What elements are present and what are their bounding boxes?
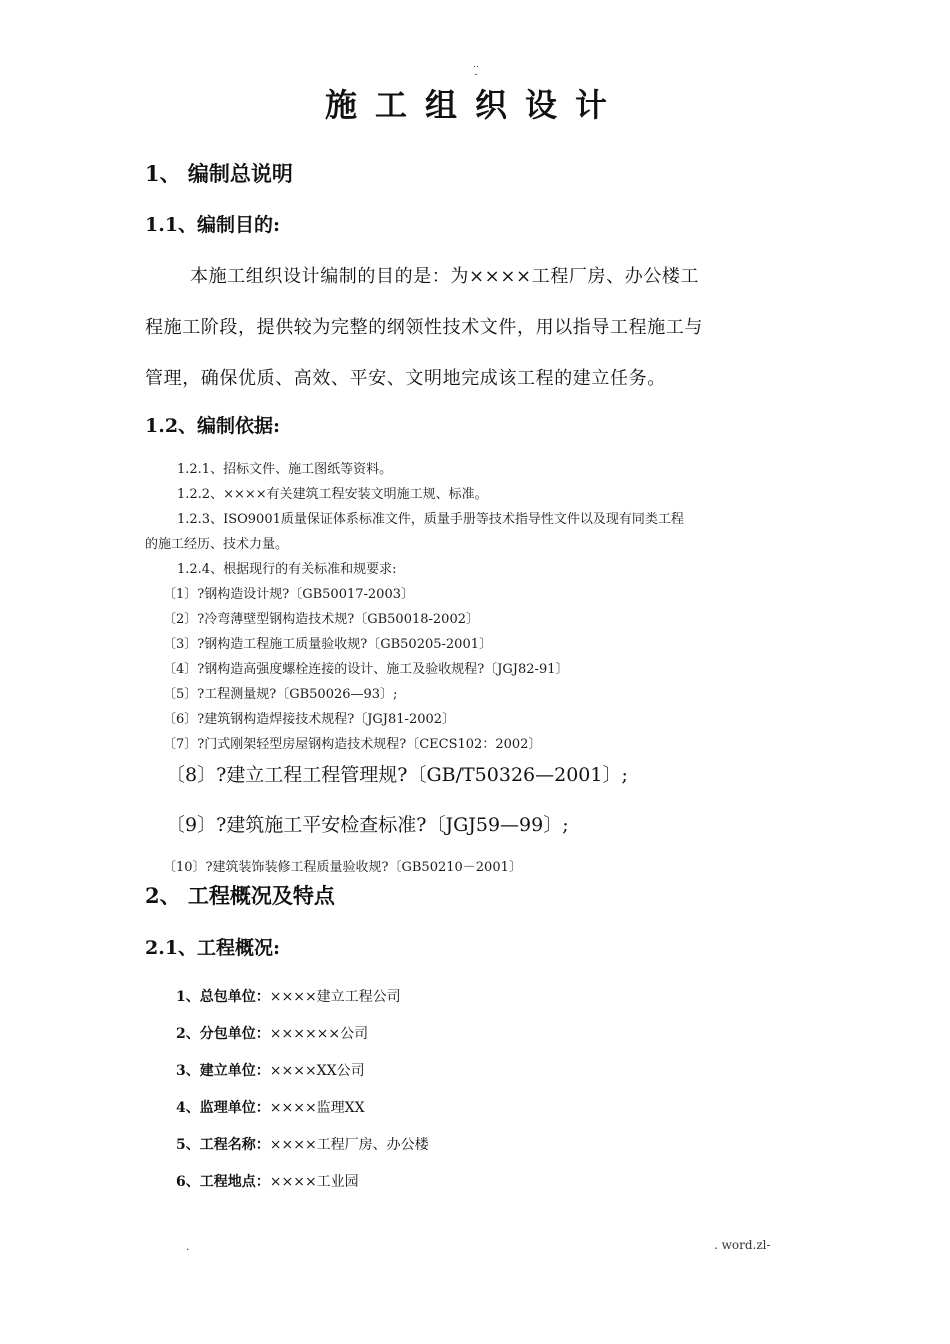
document-title: 施工组织设计	[324, 86, 625, 124]
purpose-line-2: 程施工阶段，提供较为完整的纲领性技术文件，用以指导工程施工与	[145, 317, 703, 338]
info-key: 4、监理单位：	[176, 1100, 270, 1116]
info-row-builder	[176, 1060, 365, 1080]
basis-item-1: 1.2.1、招标文件、施工图纸等资料。	[177, 462, 393, 477]
footer-left: .	[186, 1240, 190, 1253]
reference-5: 〔5〕?工程测量规?〔GB50026—93〕;	[163, 687, 398, 702]
info-row-subcontractor	[176, 1023, 368, 1043]
reference-8: 〔8〕?建立工程工程管理规?〔GB/T50326—2001〕;	[166, 764, 628, 786]
info-value: ××××××公司	[269, 1026, 369, 1042]
basis-item-4: 1.2.4、根据现行的有关标准和规要求:	[177, 562, 397, 577]
info-value: ××××XX公司	[269, 1063, 365, 1079]
header-mark: .. -	[473, 60, 479, 80]
reference-2: 〔2〕?冷弯薄壁型钢构造技术规?〔GB50018-2002〕	[163, 612, 479, 627]
reference-3: 〔3〕?钢构造工程施工质量验收规?〔GB50205-2001〕	[163, 637, 492, 652]
purpose-line-1: 本施工组织设计编制的目的是：为××××工程厂房、办公楼工	[190, 266, 700, 287]
info-key: 3、建立单位：	[176, 1063, 270, 1079]
section-1-heading: 1、 编制总说明	[145, 161, 293, 186]
info-row-project-name	[176, 1134, 429, 1154]
basis-item-3: 1.2.3、ISO9001质量保证体系标准文件，质量手册等技术指导性文件以及现有同类工程	[177, 512, 684, 527]
reference-4: 〔4〕?钢构造高强度螺栓连接的设计、施工及验收规程?〔JGJ82-91〕	[163, 662, 569, 677]
info-value: ××××建立工程公司	[269, 989, 401, 1005]
section-1-2-heading: 1.2、编制依据:	[145, 415, 281, 437]
info-value: ××××工业园	[269, 1174, 359, 1190]
info-value: ××××监理XX	[269, 1100, 365, 1116]
section-2-1-heading: 2.1、工程概况:	[145, 937, 281, 959]
purpose-line-3: 管理，确保优质、高效、平安、文明地完成该工程的建立任务。	[145, 368, 666, 389]
info-row-supervisor	[176, 1097, 365, 1117]
reference-1: 〔1〕?钢构造设计规?〔GB50017-2003〕	[163, 587, 414, 602]
info-key: 6、工程地点：	[176, 1174, 270, 1190]
reference-7: 〔7〕?门式刚架轻型房屋钢构造技术规程?〔CECS102：2002〕	[163, 737, 542, 752]
info-key: 1、总包单位：	[176, 989, 270, 1005]
reference-6: 〔6〕?建筑钢构造焊接技术规程?〔JGJ81-2002〕	[163, 712, 456, 727]
reference-9: 〔9〕?建筑施工平安检查标准?〔JGJ59—99〕;	[166, 814, 569, 836]
info-row-location	[176, 1171, 359, 1191]
info-value: ××××工程厂房、办公楼	[269, 1137, 429, 1153]
basis-item-3-cont: 的施工经历、技术力量。	[145, 537, 289, 552]
info-key: 5、工程名称：	[176, 1137, 270, 1153]
section-2-heading: 2、 工程概况及特点	[145, 883, 335, 908]
info-key: 2、分包单位：	[176, 1026, 270, 1042]
basis-item-2: 1.2.2、××××有关建筑工程安装文明施工规、标准。	[177, 487, 488, 502]
info-row-contractor	[176, 986, 401, 1006]
section-1-1-heading: 1.1、编制目的:	[145, 214, 281, 236]
footer-right: . word.zl-	[714, 1238, 771, 1252]
reference-10: 〔10〕?建筑装饰装修工程质量验收规?〔GB50210－2001〕	[163, 860, 522, 875]
